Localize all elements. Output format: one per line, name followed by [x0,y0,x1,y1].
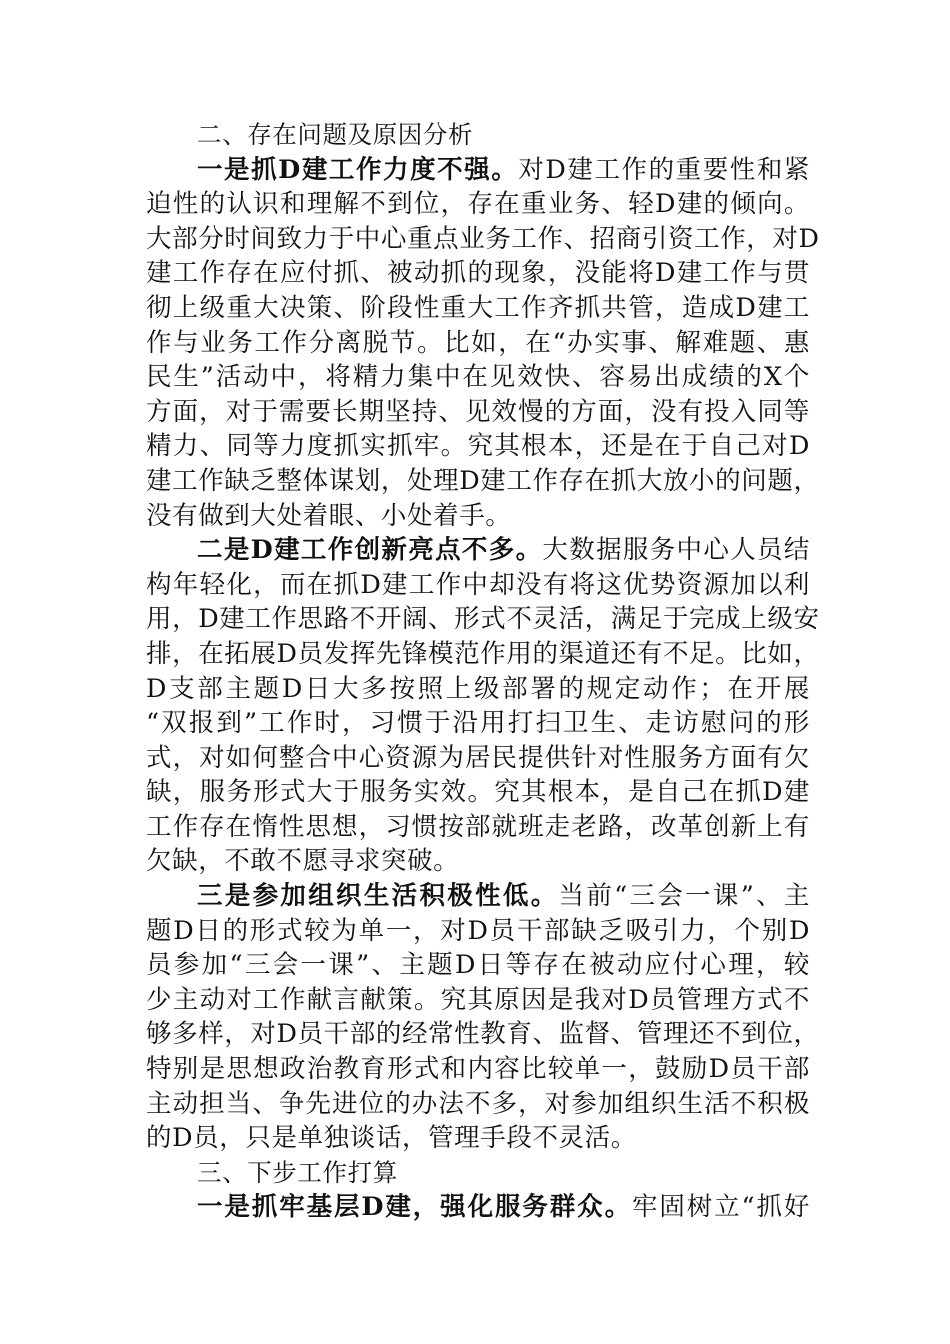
paragraph-line: 彻上级重大决策、阶段性重大工作齐抓共管，造成D建工 [146,292,810,323]
paragraph-line: 建工作存在应付抓、被动抓的现象，没能将D建工作与贯 [146,258,810,289]
paragraph-item-1-line-1 [146,153,810,188]
paragraph-line: 作与业务工作分离脱节。比如，在“办实事、解难题、惠 [146,327,810,358]
paragraph-line: 排，在拓展D员发挥先锋模范作用的渠道还有不足。比如， [146,638,820,669]
paragraph-line: D支部主题D日大多按照上级部署的规定动作；在开展 [146,673,810,704]
item-2-text: 大数据服务中心人员结 [542,535,810,566]
paragraph-line: 民生”活动中，将精力集中在见效快、容易出成绩的X个 [146,362,810,393]
paragraph-item-3-line-1 [146,879,810,914]
item-1-lead: 一是抓D建工作力度不强。 [197,154,519,185]
paragraph-line: 用，D建工作思路不开阔、形式不灵活，满足于完成上级安 [146,604,820,635]
item-3-text: 当前“三会一课”、主 [558,881,810,912]
paragraph-line: 大部分时间致力于中心重点业务工作、招商引资工作，对D [146,223,820,254]
paragraph-line: 迫性的认识和理解不到位，存在重业务、轻D建的倾向。 [146,189,810,220]
section-heading-next-steps: 三、下步工作打算 [197,1157,398,1187]
paragraph-line: 构年轻化，而在抓D建工作中却没有将这优势资源加以利 [146,569,810,600]
paragraph-line: 够多样，对D员干部的经常性教育、监督、管理还不到位， [146,1019,820,1050]
paragraph-line: 员参加“三会一课”、主题D日等存在被动应付心理，较 [146,950,810,981]
paragraph-next-item-1-line-1 [146,1190,810,1225]
paragraph-line: 工作存在惰性思想，习惯按部就班走老路，改革创新上有 [146,811,810,842]
paragraph-line: 主动担当、争先进位的办法不多，对参加组织生活不积极 [146,1088,810,1119]
paragraph-line: 建工作缺乏整体谋划，处理D建工作存在抓大放小的问题， [146,465,820,496]
paragraph-line: 欠缺，不敢不愿寻求突破。 [146,846,460,877]
item-2-lead: 二是D建工作创新亮点不多。 [197,535,543,566]
paragraph-line: 没有做到大处着眼、小处着手。 [146,500,512,531]
paragraph-line: 特别是思想政治教育形式和内容比较单一，鼓励D员干部 [146,1054,810,1085]
item-3-lead: 三是参加组织生活积极性低。 [197,881,559,912]
paragraph-line: 的D员，只是单独谈话，管理手段不灵活。 [146,1123,637,1154]
paragraph-line: 方面，对于需要长期坚持、见效慢的方面，没有投入同等 [146,396,810,427]
paragraph-item-2-line-1 [146,533,810,568]
paragraph-line: “双报到”工作时，习惯于沿用打扫卫生、走访慰问的形 [146,708,810,739]
paragraph-line: 少主动对工作献言献策。究其原因是我对D员管理方式不 [146,984,810,1015]
paragraph-line: 题D日的形式较为单一，对D员干部缺乏吸引力，个别D [146,915,810,946]
section-heading-problems: 二、存在问题及原因分析 [197,120,474,149]
item-1-text: 对D建工作的重要性和紧 [518,154,810,185]
next-item-1-text: 牢固树立“抓好 [631,1192,810,1223]
paragraph-line: 式，对如何整合中心资源为居民提供针对性服务方面有欠 [146,742,810,773]
next-item-1-lead: 一是抓牢基层D建，强化服务群众。 [197,1192,632,1223]
document-body [146,118,820,1225]
paragraph-line: 精力、同等力度抓实抓牢。究其根本，还是在于自己对D [146,431,810,462]
paragraph-line: 缺，服务形式大于服务实效。究其根本，是自己在抓D建 [146,777,810,808]
